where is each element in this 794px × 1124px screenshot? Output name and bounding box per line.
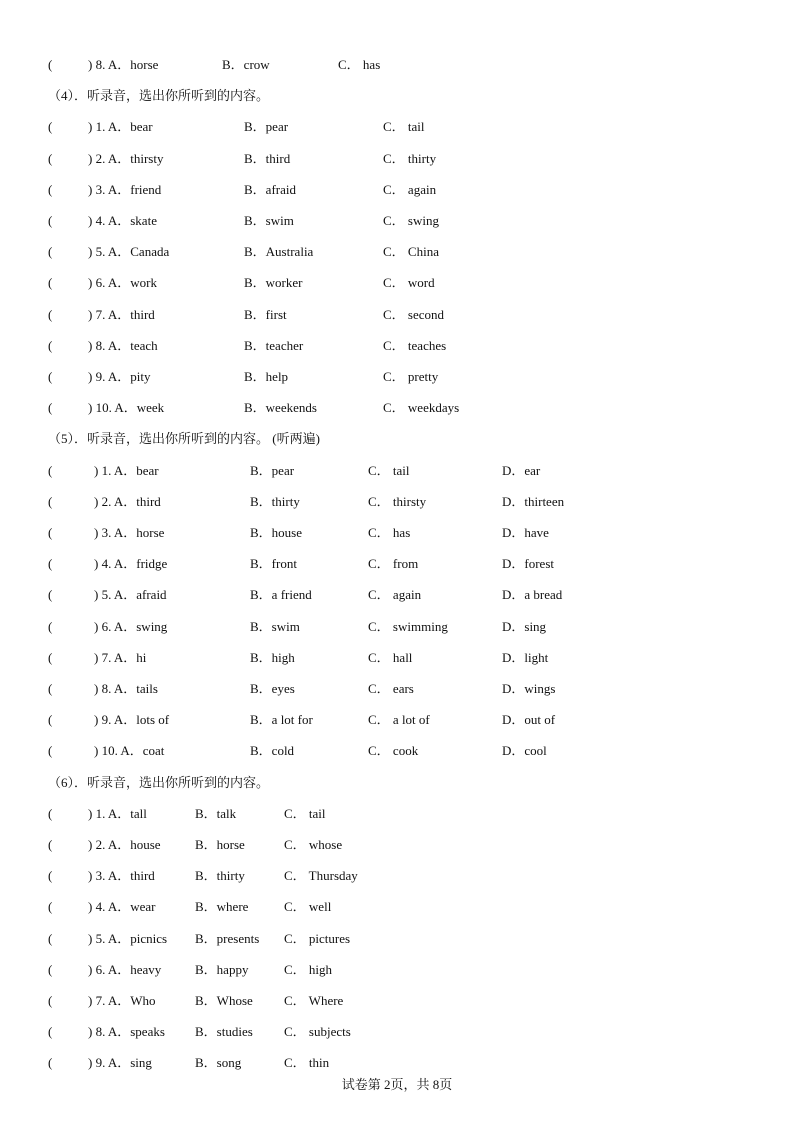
option-c: C． again [368, 587, 422, 603]
option-b: B．thirty [250, 493, 300, 509]
answer-blank: ( [48, 462, 53, 478]
answer-blank: ( [48, 587, 53, 603]
option-c: C． tail [284, 805, 326, 821]
option-c: C． has [338, 57, 381, 72]
answer-blank: ( [48, 930, 53, 946]
answer-blank: ( [48, 306, 53, 322]
answer-blank: ( [48, 1055, 53, 1071]
option-a: ) 6. A．heavy [88, 961, 162, 977]
option-c: C． teaches [383, 337, 447, 353]
option-c: C． has [368, 525, 411, 540]
option-b: B．pear [244, 119, 289, 135]
answer-blank: ( [48, 369, 53, 384]
option-d: D．ear [502, 462, 541, 478]
option-c: C． tail [383, 119, 425, 135]
option-d: D．sing [502, 618, 547, 634]
answer-blank: ( [48, 743, 53, 759]
answer-blank: ( [48, 805, 53, 821]
option-b: B．cold [250, 743, 295, 759]
option-c: C． high [284, 961, 333, 977]
option-d: D．have [502, 525, 549, 540]
answer-blank: ( [48, 150, 53, 166]
option-a: ) 4. A．skate [88, 213, 157, 228]
option-b: B．house [250, 525, 303, 540]
option-c: C． Where [284, 993, 344, 1008]
option-a: ) 1. A．bear [88, 119, 153, 135]
option-b: B．where [195, 899, 249, 915]
answer-blank: ( [48, 1024, 53, 1040]
option-c: C． cook [368, 743, 419, 759]
answer-blank: ( [48, 119, 53, 135]
option-b: B．thirty [195, 868, 245, 884]
option-b: B．presents [195, 930, 260, 946]
option-a: ) 9. A．pity [88, 369, 151, 384]
answer-blank: ( [48, 213, 53, 228]
option-a: ) 2. A．house [88, 837, 161, 852]
option-a: ) 9. A．lots of [94, 712, 170, 728]
option-b: B．teacher [244, 337, 304, 353]
option-c: C． swimming [368, 618, 448, 634]
option-b: B．weekends [244, 400, 317, 416]
option-b: B．Whose [195, 993, 253, 1008]
option-c: C． Thursday [284, 868, 358, 884]
section-heading: （5）．听录音，选出你所听到的内容。 (听两遍) [48, 431, 320, 447]
option-a: ) 8. A．speaks [88, 1024, 165, 1040]
option-d: D．a bread [502, 587, 563, 603]
answer-blank: ( [48, 961, 53, 977]
answer-blank: ( [48, 57, 53, 72]
option-b: B．afraid [244, 181, 296, 197]
option-c: C． thin [284, 1055, 330, 1071]
answer-blank: ( [48, 525, 53, 540]
option-c: C． a lot of [368, 712, 430, 728]
answer-blank: ( [48, 899, 53, 915]
option-a: ) 3. A．third [88, 868, 155, 884]
option-b: B．pear [250, 462, 295, 478]
option-c: C． whose [284, 837, 343, 852]
option-b: B．swim [244, 213, 294, 228]
option-a: ) 3. A．horse [94, 525, 165, 540]
answer-blank: ( [48, 993, 53, 1008]
option-b: B．eyes [250, 681, 295, 696]
option-a: ) 10. A．coat [94, 743, 165, 759]
option-a: ) 8. A．horse [88, 57, 159, 72]
answer-blank: ( [48, 649, 53, 665]
option-a: ) 9. A．sing [88, 1055, 152, 1071]
option-b: B．high [250, 649, 295, 665]
option-a: ) 7. A．third [88, 306, 155, 322]
option-b: B．a lot for [250, 712, 313, 728]
option-c: C． hall [368, 649, 413, 665]
option-c: C． pictures [284, 930, 351, 946]
option-a: ) 4. A．wear [88, 899, 156, 915]
option-c: C． second [383, 306, 445, 322]
option-b: B．help [244, 369, 289, 384]
option-b: B．swim [250, 618, 300, 634]
option-b: B．song [195, 1055, 242, 1071]
option-b: B．Australia [244, 244, 314, 260]
option-a: ) 5. A．picnics [88, 930, 168, 946]
page-footer: 试卷第 2页，共 8页 [341, 1077, 453, 1092]
option-b: B．worker [244, 275, 303, 291]
option-d: D．out of [502, 712, 556, 728]
answer-blank: ( [48, 337, 53, 353]
option-b: B．a friend [250, 587, 312, 603]
option-b: B．studies [195, 1024, 253, 1040]
option-c: C． from [368, 556, 419, 572]
answer-blank: ( [48, 275, 53, 291]
option-a: ) 1. A．tall [88, 805, 147, 821]
answer-blank: ( [48, 181, 53, 197]
answer-blank: ( [48, 618, 53, 634]
option-a: ) 6. A．swing [94, 618, 168, 634]
option-c: C． ears [368, 681, 414, 696]
option-c: C． pretty [383, 369, 439, 384]
option-b: B．third [244, 150, 291, 166]
option-c: C． subjects [284, 1024, 351, 1040]
option-b: B．crow [222, 57, 270, 72]
option-d: D．wings [502, 681, 556, 696]
section-heading: （4）．听录音，选出你所听到的内容。 [48, 88, 270, 104]
option-a: ) 1. A．bear [94, 462, 159, 478]
answer-blank: ( [48, 681, 53, 696]
option-c: C． weekdays [383, 400, 460, 416]
option-b: B．front [250, 556, 297, 572]
option-a: ) 2. A．third [94, 493, 161, 509]
option-a: ) 3. A．friend [88, 181, 162, 197]
option-c: C． tail [368, 462, 410, 478]
option-c: C． China [383, 244, 439, 260]
option-d: D．thirteen [502, 493, 565, 509]
option-a: ) 8. A．tails [94, 681, 158, 696]
option-a: ) 2. A．thirsty [88, 150, 164, 166]
answer-blank: ( [48, 493, 53, 509]
option-c: C． thirty [383, 150, 437, 166]
option-c: C． again [383, 181, 437, 197]
option-c: C． word [383, 275, 435, 291]
option-a: ) 5. A．Canada [88, 244, 170, 260]
option-a: ) 7. A．Who [88, 993, 156, 1008]
option-d: D．forest [502, 556, 554, 572]
option-a: ) 5. A．afraid [94, 587, 167, 603]
option-a: ) 7. A．hi [94, 649, 147, 665]
answer-blank: ( [48, 556, 53, 572]
section-heading: （6）．听录音，选出你所听到的内容。 [48, 774, 270, 790]
option-c: C． swing [383, 213, 439, 228]
option-d: D．cool [502, 743, 547, 759]
option-b: B．horse [195, 837, 245, 852]
option-a: ) 10. A．week [88, 400, 165, 416]
option-b: B．happy [195, 961, 249, 977]
option-b: B．first [244, 306, 287, 322]
option-b: B．talk [195, 805, 237, 821]
option-a: ) 6. A．work [88, 275, 157, 291]
answer-blank: ( [48, 244, 53, 260]
answer-blank: ( [48, 837, 53, 852]
option-a: ) 8. A．teach [88, 337, 158, 353]
answer-blank: ( [48, 868, 53, 884]
option-d: D．light [502, 649, 549, 665]
option-c: C． well [284, 899, 332, 915]
option-a: ) 4. A．fridge [94, 556, 168, 572]
option-c: C． thirsty [368, 493, 427, 509]
answer-blank: ( [48, 712, 53, 728]
answer-blank: ( [48, 400, 53, 416]
